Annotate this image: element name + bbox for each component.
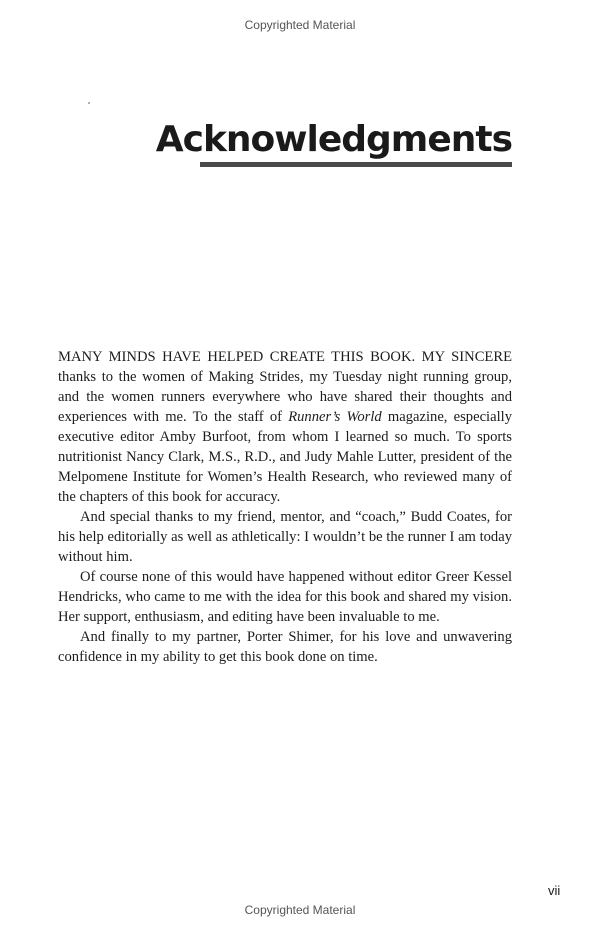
- page-number: vii: [548, 883, 561, 898]
- paragraph-2: And special thanks to my friend, mentor, and “coach,” Budd Coates, for his help editorially as well as athletically: I wouldn’t be the runner I am today without him.: [58, 509, 512, 565]
- copyright-watermark-bottom: Copyrighted Material: [244, 903, 356, 917]
- title-underline-rule: [200, 162, 512, 167]
- copyright-watermark-top: Copyrighted Material: [244, 18, 356, 32]
- paragraph-3: Of course none of this would have happened without editor Greer Kessel Hendricks, who came to me with the idea for this book and shared my vision. Her support, enthusiasm, and editing have been invaluable to me.: [58, 569, 512, 625]
- paragraph-4: And finally to my partner, Porter Shimer, for his love and unwavering confidence in my ability to get this book done on time.: [58, 629, 512, 665]
- paragraph-1-text-a: MANY MINDS HAVE HELPED CREATE THIS BOOK. MY SINCERE thanks to the women of Making Strides, my Tuesday night running group, and the women runners everywhere who have shared their thoughts and experiences with me. To the staff of: [58, 349, 512, 425]
- magazine-title: Runner’s World: [288, 409, 382, 425]
- chapter-title: Acknowledgments: [155, 119, 512, 160]
- stray-mark: [88, 102, 90, 104]
- paragraph-1: [58, 347, 512, 507]
- acknowledgments-body: [58, 347, 512, 667]
- paragraph-1-text-b: magazine, especially executive editor Amby Burfoot, from whom I learned so much. To sports nutritionist Nancy Clark, M.S., R.D., and Judy Mahle Lutter, president of the Melpomene Institute for Women’s Health Research, who reviewed many of the chapters of this book for accuracy.: [58, 409, 512, 505]
